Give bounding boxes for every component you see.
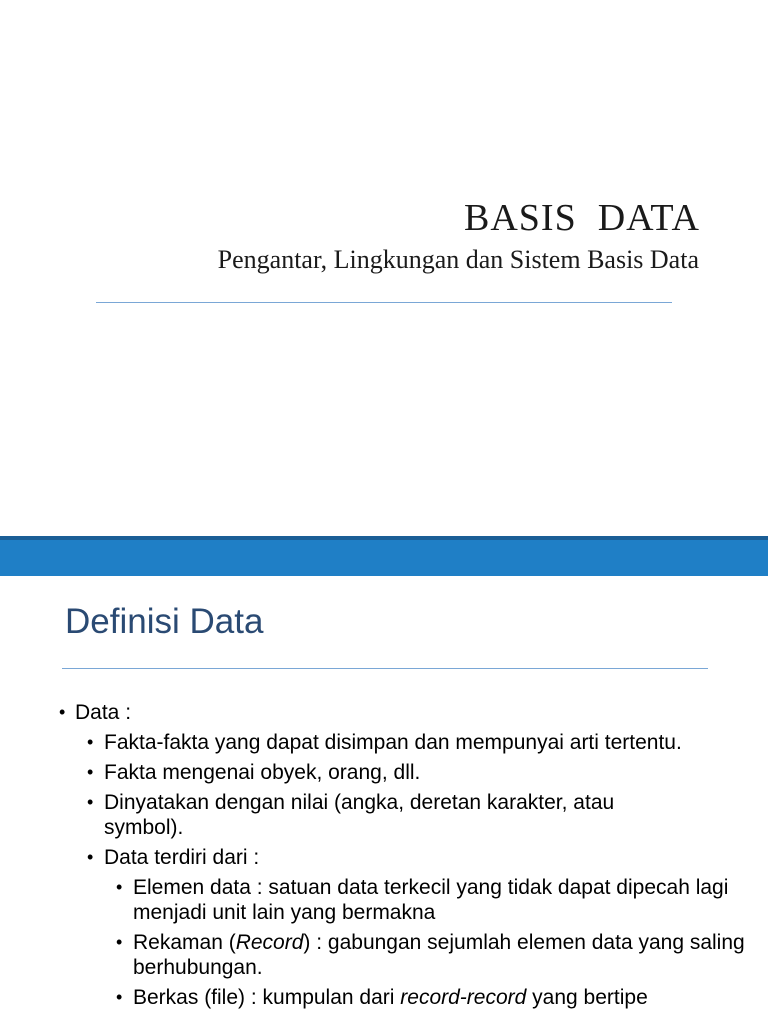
bullet-text-suffix: ) : gabungan sejumlah elemen data yang saling berhubungan. — [133, 931, 745, 979]
bullet-text: Data : — [75, 701, 132, 724]
bullet-text: Dinyatakan dengan nilai (angka, deretan karakter, atau symbol). — [104, 791, 615, 839]
sub-bullet-dinyatakan — [87, 790, 698, 840]
bullet-term: record-record — [400, 986, 527, 1009]
sub-sub-bullet-berkas — [116, 985, 748, 1010]
content-slide — [0, 576, 768, 1024]
bullet-dot-icon: • — [87, 792, 94, 812]
bullet-text: Fakta mengenai obyek, orang, dll. — [104, 761, 421, 784]
slide-separator-band — [0, 536, 768, 576]
bullet-dot-icon: • — [87, 762, 94, 782]
presentation-title: BASIS DATA — [464, 197, 700, 239]
bullet-text: Elemen data : satuan data terkecil yang tidak dapat dipecah lagi menjadi unit lain yang bermakna — [133, 876, 729, 924]
bullet-text: Fakta-fakta yang dapat disimpan dan mempunyai arti tertentu. — [104, 731, 682, 754]
title-divider — [96, 302, 672, 303]
sub-bullet-fakta-2 — [87, 760, 698, 785]
bullet-text-prefix: Berkas (file) : kumpulan dari — [133, 986, 401, 1009]
bullet-text-prefix: Rekaman ( — [133, 931, 236, 954]
bullet-term: Record — [235, 931, 304, 954]
slide-heading: Definisi Data — [65, 602, 264, 641]
sub-sub-bullet-rekaman — [116, 930, 748, 980]
heading-divider — [62, 668, 708, 669]
sub-sub-bullet-elemen — [116, 875, 748, 925]
bullet-dot-icon: • — [116, 877, 123, 897]
sub-bullet-terdiri — [87, 845, 698, 870]
presentation-subtitle: Pengantar, Lingkungan dan Sistem Basis Data — [217, 245, 699, 274]
bullet-item-data — [59, 700, 708, 725]
bullet-dot-icon: • — [59, 702, 66, 722]
bullet-dot-icon: • — [87, 732, 94, 752]
bullet-dot-icon: • — [116, 932, 123, 952]
bullet-text: Data terdiri dari : — [104, 846, 260, 869]
bullet-dot-icon: • — [87, 847, 94, 867]
bullet-text-suffix: yang bertipe — [526, 986, 648, 1009]
sub-bullet-fakta-1 — [87, 730, 698, 755]
bullet-dot-icon: • — [116, 987, 123, 1007]
bullet-list — [0, 700, 768, 1015]
